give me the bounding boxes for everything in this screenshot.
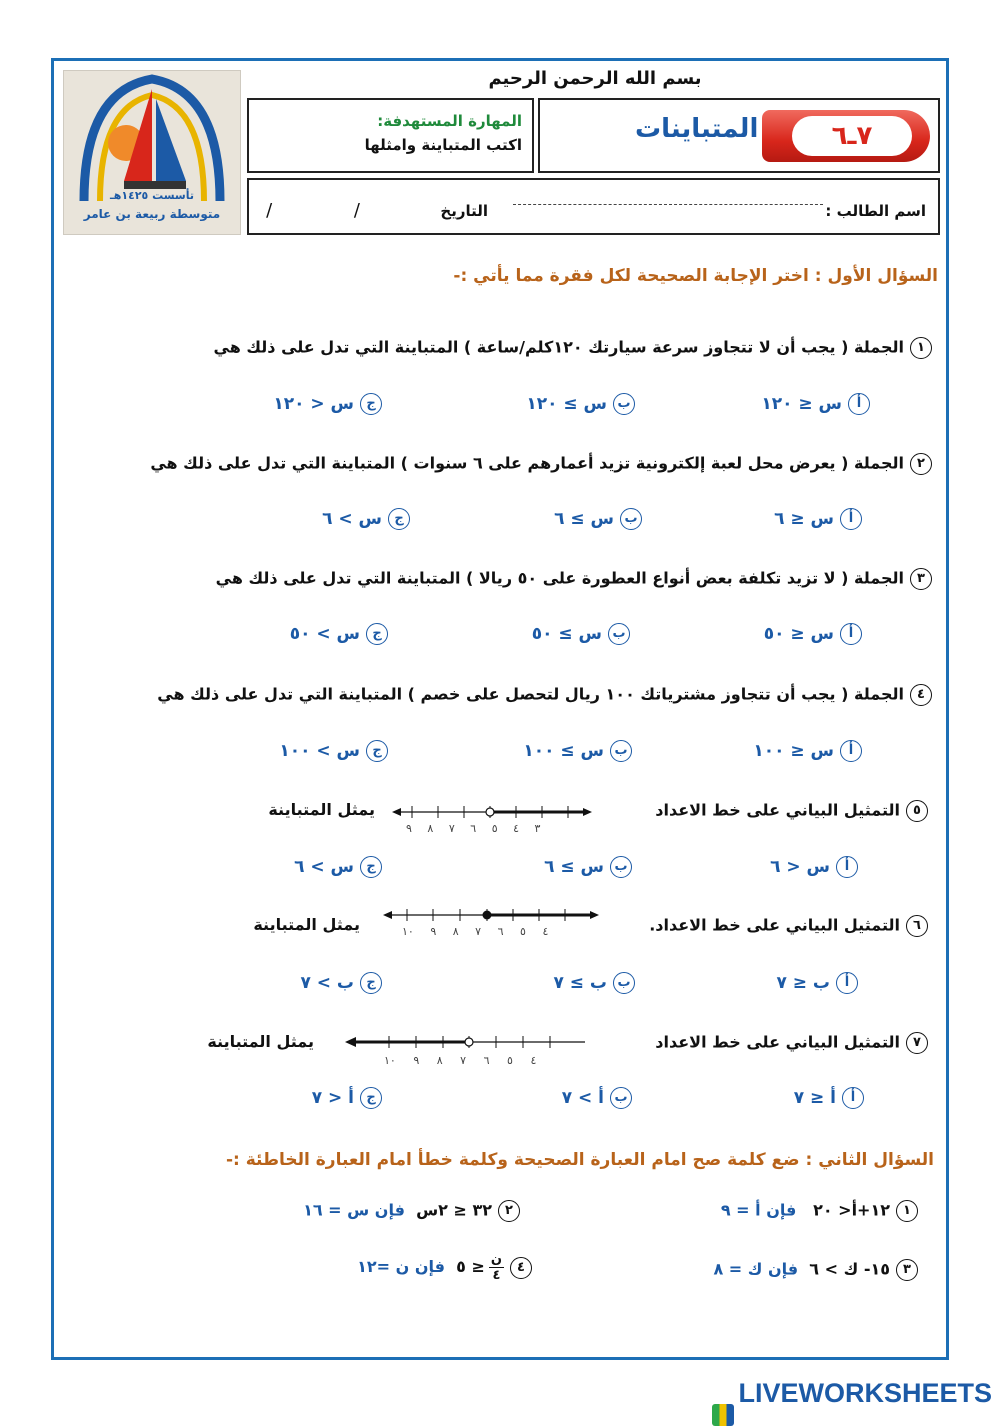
q1-item-5-option-b[interactable]	[544, 856, 632, 878]
q1-item-1-option-b[interactable]	[526, 393, 635, 415]
option-text: س ≤ ١٢٠	[761, 394, 842, 414]
q2-item-1[interactable]	[721, 1200, 918, 1222]
fraction-denominator: ٤	[492, 1268, 501, 1283]
q1-item-7-stem	[655, 1032, 928, 1054]
option-text: س ≥ ٥٠	[531, 624, 602, 644]
option-letter: ج	[366, 740, 388, 762]
liveworksheets-text: LIVEWORKSHEETS	[738, 1378, 992, 1408]
q1-heading: السؤال الأول : اختر الإجابة الصحيحة لكل فقرة مما يأتي :-	[453, 266, 938, 286]
q1-item-6-option-a[interactable]	[776, 972, 858, 994]
q1-item-4-option-c[interactable]	[279, 740, 388, 762]
school-logo	[63, 70, 241, 235]
option-text: س ≤ ٥٠	[763, 624, 834, 644]
lesson-number: ٧ـ٦	[792, 116, 912, 156]
item-number: ٤	[510, 1257, 532, 1279]
option-letter: أ	[848, 393, 870, 415]
student-name-label: اسم الطالب :	[825, 202, 926, 220]
option-text: س > ٦	[322, 509, 382, 529]
stem-text: الجملة ( لا تزيد تكلفة بعض أنواع العطورة على ٥٠ ريالا ) المتباينة التي تدل على ذلك هي	[215, 568, 904, 588]
stem-text: الجملة ( يجب أن تتجاوز مشترياتك ١٠٠ ريال لتحصل على خصم ) المتباينة التي تدل على ذلك هي	[157, 684, 904, 704]
skill-text: اكتب المتباينة وامثلها	[364, 136, 522, 154]
q1-item-7-tail: يمثل المتباينة	[207, 1032, 314, 1051]
q2-item-4[interactable]	[357, 1252, 532, 1283]
q2-item-1-result: فإن أ = ٩	[720, 1200, 797, 1220]
q1-item-5-tick-labels: ٣ ٤ ٥ ٦ ٧ ٨ ٩	[406, 822, 541, 835]
option-text: س ≤ ٦	[774, 509, 834, 529]
option-text: س ≥ ١٠٠	[523, 741, 604, 761]
option-letter: ج	[360, 1087, 382, 1109]
q1-item-5-option-c[interactable]	[294, 856, 382, 878]
date-label: التاريخ	[440, 202, 488, 220]
q1-item-7-option-a[interactable]	[794, 1087, 864, 1109]
q1-item-4-stem	[157, 684, 932, 706]
q2-item-3[interactable]	[713, 1259, 918, 1281]
date-field[interactable]: / /	[266, 200, 398, 221]
q1-item-1-option-a[interactable]	[761, 393, 870, 415]
option-text: ب > ٧	[300, 973, 354, 993]
option-letter: أ	[836, 856, 858, 878]
option-text: ب ≥ ٧	[553, 973, 607, 993]
item-number: ٧	[906, 1032, 928, 1054]
option-text: س < ٦	[770, 857, 830, 877]
liveworksheets-mark-icon	[712, 1404, 734, 1426]
q1-item-7-option-b[interactable]	[562, 1087, 632, 1109]
fraction-numerator: ن	[490, 1252, 502, 1267]
q2-heading: السؤال الثاني : ضع كلمة صح امام العبارة الصحيحة وكلمة خطأ امام العبارة الخاطئة :-	[225, 1150, 934, 1170]
option-text: س ≥ ٦	[554, 509, 614, 529]
q1-item-2-option-b[interactable]	[554, 508, 642, 530]
option-letter: ج	[360, 393, 382, 415]
option-letter: أ	[836, 972, 858, 994]
option-letter: أ	[840, 740, 862, 762]
option-text: أ < ٧	[311, 1088, 354, 1108]
stem-text: التمثيل البياني على خط الاعداد	[655, 800, 900, 820]
option-letter: ب	[620, 508, 642, 530]
lesson-title: المتباينات	[635, 114, 759, 144]
liveworksheets-logo	[712, 1378, 992, 1426]
logo-school-name: متوسطة ربيعة بن عامر	[83, 207, 221, 221]
lesson-title-box	[538, 98, 940, 173]
option-text: س > ١٠٠	[279, 741, 360, 761]
option-text: أ > ٧	[561, 1088, 604, 1108]
stem-text: التمثيل البياني على خط الاعداد	[655, 1032, 900, 1052]
target-skill-box	[247, 98, 534, 173]
stem-text: التمثيل البياني على خط الاعداد.	[649, 915, 900, 935]
option-letter: ب	[608, 623, 630, 645]
q1-item-1-stem	[214, 337, 932, 359]
option-text: س ≥ ٦	[544, 857, 604, 877]
option-text: ب ≤ ٧	[776, 973, 830, 993]
q1-item-1-option-c[interactable]	[273, 393, 382, 415]
item-number: ٦	[906, 915, 928, 937]
stem-text: الجملة ( يعرض محل لعبة إلكترونية تزيد أعمارهم على ٦ سنوات ) المتباينة التي تدل على ذلك هي	[150, 453, 904, 473]
option-letter: ب	[613, 972, 635, 994]
q1-item-3-stem	[216, 568, 932, 590]
q1-item-6-option-b[interactable]	[553, 972, 635, 994]
option-letter: ج	[360, 856, 382, 878]
q1-item-7-option-c[interactable]	[312, 1087, 382, 1109]
q2-item-2-result: فإن س = ١٦	[303, 1200, 405, 1220]
stem-text: الجملة ( يجب أن لا تتجاوز سرعة سيارتك ١٢٠كلم/ساعة ) المتباينة التي تدل على ذلك هي	[213, 337, 904, 357]
option-letter: ب	[610, 1087, 632, 1109]
logo-founded-text: تأسست ١٤٢٥هـ	[110, 189, 194, 202]
student-info-box	[247, 178, 940, 235]
bismillah: بسم الله الرحمن الرحيم	[488, 68, 702, 89]
q1-item-5-tail: يمثل المتباينة	[268, 800, 375, 819]
option-text: س ≥ ١٢٠	[526, 394, 607, 414]
q1-item-2-option-c[interactable]	[322, 508, 410, 530]
q1-item-5-option-a[interactable]	[770, 856, 858, 878]
item-number: ٣	[910, 568, 932, 590]
q2-item-2-expr: ٣٢ ≤ ٢س	[416, 1200, 492, 1220]
q1-item-5-stem	[655, 800, 928, 822]
item-number: ٤	[910, 684, 932, 706]
q1-item-4-option-a[interactable]	[753, 740, 862, 762]
item-number: ٢	[498, 1200, 520, 1222]
item-number: ١	[896, 1200, 918, 1222]
q1-item-2-stem	[150, 453, 932, 475]
q2-item-1-expr: ١٢+أ< ٢٠	[813, 1200, 890, 1220]
lesson-number-badge	[762, 110, 930, 162]
q1-item-6-option-c[interactable]	[300, 972, 382, 994]
q2-item-2[interactable]	[303, 1200, 520, 1222]
q1-item-6-stem	[649, 915, 928, 937]
option-text: س > ٦	[294, 857, 354, 877]
option-text: أ ≤ ٧	[793, 1088, 836, 1108]
option-letter: أ	[842, 1087, 864, 1109]
item-number: ٢	[910, 453, 932, 475]
q1-item-6-tick-labels: ٤ ٥ ٦ ٧ ٨ ٩ ١٠	[402, 925, 549, 938]
q1-item-2-option-a[interactable]	[774, 508, 862, 530]
q1-item-3-option-c[interactable]	[290, 623, 388, 645]
option-letter: ج	[388, 508, 410, 530]
q1-item-3-option-a[interactable]	[764, 623, 862, 645]
q1-item-3-option-b[interactable]	[532, 623, 630, 645]
q2-item-3-result: فإن ك = ٨	[713, 1259, 799, 1279]
item-number: ٥	[906, 800, 928, 822]
option-text: س > ٥٠	[289, 624, 360, 644]
q2-item-4-result: فإن ن =١٢	[357, 1257, 445, 1276]
q1-item-4-option-b[interactable]	[523, 740, 632, 762]
option-text: س ≤ ١٠٠	[753, 741, 834, 761]
option-text: س < ١٢٠	[273, 394, 354, 414]
option-letter: ب	[613, 393, 635, 415]
option-letter: ج	[360, 972, 382, 994]
option-letter: أ	[840, 508, 862, 530]
q2-item-4-expr: ≤ ٥	[456, 1257, 485, 1276]
q2-item-4-fraction	[489, 1252, 504, 1283]
q2-item-3-expr: ١٥- ك > ٦	[809, 1259, 890, 1279]
option-letter: ب	[610, 740, 632, 762]
option-letter: أ	[840, 623, 862, 645]
option-letter: ب	[610, 856, 632, 878]
skill-label: المهارة المستهدفة:	[377, 112, 522, 130]
option-letter: ج	[366, 623, 388, 645]
q1-item-6-tail: يمثل المتباينة	[253, 915, 360, 934]
item-number: ١	[910, 337, 932, 359]
q1-item-7-tick-labels: ٤ ٥ ٦ ٧ ٨ ٩ ١٠	[384, 1054, 537, 1067]
student-name-field[interactable]	[513, 204, 823, 205]
item-number: ٣	[896, 1259, 918, 1281]
